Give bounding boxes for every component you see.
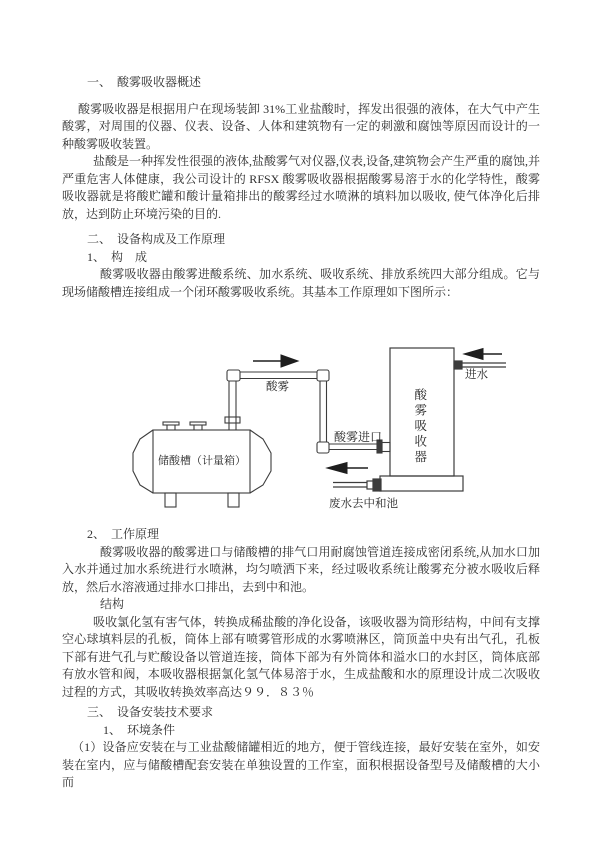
section-1-heading: 一、 酸雾吸收器概述 [87, 75, 202, 89]
section-2-paragraph-2: 酸雾吸收器的酸雾进口与储酸槽的排气口用耐腐蚀管道连接成密闭系统,从加水口加入水并通过加水系统进行水喷淋，均匀喷洒下来，经过吸收系统让酸雾充分被水吸收后释放，然后水溶液通过排水口排出，去到中和池。 [62, 544, 540, 594]
tank-right-cap [250, 430, 271, 493]
diagram-line-art [128, 344, 508, 516]
absorber-base [380, 476, 463, 491]
pipe-elbow [227, 370, 240, 381]
section-1-paragraph-2: 盐酸是一种挥发性很强的液体,盐酸雾气对仪器,仪表,设备,建筑物会产生严重的腐蚀,并严重危害人体健康，我公司设计的 RFSX 酸雾吸收器根据酸雾易溶于水的化学特性，酸雾吸收器就是将酸贮罐和酸计量箱排出的酸雾经过水喷淋的填料加以吸收, 使气体净化后排放，达到防止环境污染的目的. [62, 154, 541, 221]
tank-left-cap [133, 430, 153, 493]
water-inlet-label: 进水 [465, 369, 488, 381]
tank-leg-right [228, 493, 239, 507]
absorber-label: 酸雾吸收器 [412, 388, 427, 466]
waste-water-pipe [333, 483, 367, 488]
section-3-paragraph-1: （1）设备应安装在与工业盐酸储罐相近的地方，便于管线连接，最好安装在室外，如安装在室内，应与储酸槽配套安装在单独设置的工作室，面积根据设备型号及储酸槽的大小而 [62, 740, 540, 789]
waste-water-label: 废水去中和池 [329, 498, 398, 510]
section-1-paragraph-1: 酸雾吸收器是根据用户在现场装卸 31%工业盐酸时，挥发出很强的液体，在大气中产生酸雾，对周围的仪器、仪表、设备、人体和建筑物有一定的刺激和腐蚀等原因而设计的一种酸雾吸收装置。 [62, 101, 540, 151]
inlet-fitting [382, 443, 390, 452]
section-2-paragraph-3: 吸收氯化氢有害气体，转换成稀盐酸的净化设备，该吸收器为筒形结构，中间有支撑空心球填料层的孔板，筒体上部有喷雾管形成的水雾喷淋区，筒顶盖中央有出气孔，孔板下部有进气孔与贮酸设备以管道连接，筒体下部为有外筒体和溢水口的水封区，筒体底部有放水管和阀，本吸收器根据氯化氢气体易溶于水，生成盐酸和水的原理设计成二次吸收过程的方式，其吸收转换效率高达９９．８３％ [62, 614, 540, 699]
tank-nozzle-2 [190, 422, 206, 425]
water-inlet-pipe [462, 363, 506, 367]
acid-mist-label: 酸雾 [266, 381, 289, 393]
acid-mist-inlet-label: 酸雾进口 [334, 430, 383, 444]
flow-arrow-left-icon [327, 463, 347, 474]
flow-arrow-left-icon [464, 349, 483, 360]
pipe-elbow [317, 442, 329, 453]
drain-fitting [373, 479, 381, 491]
section-2-sub-1-heading: 1、 构 成 [87, 249, 148, 264]
tank-leg-left [165, 493, 176, 507]
section-2-sub-2-heading: 2、 工作原理 [87, 527, 160, 541]
section-2-heading: 二、 设备构成及工作原理 [87, 232, 226, 246]
water-inlet-fitting [454, 361, 462, 369]
tank-label: 储酸槽（计量箱） [158, 455, 246, 467]
pipe-flange [225, 417, 240, 423]
section-3-heading: 三、 设备安装技术要求 [87, 705, 214, 719]
flow-arrow-right-icon [281, 355, 298, 367]
section-2-sub-3-heading: 结构 [100, 597, 125, 611]
section-3-sub-1-heading: 1、 环境条件 [103, 722, 176, 737]
tank-nozzle-1 [163, 422, 179, 425]
section-2-paragraph-1: 酸雾吸收器由酸雾进酸系统、加水系统、吸收系统、排放系统四大部分组成。它与现场储酸槽连接组成一个闭环酸雾吸收系统。其基本工作原理如下图所示： [62, 267, 540, 299]
process-flow-diagram [128, 344, 508, 516]
pipe-elbow [317, 370, 329, 381]
